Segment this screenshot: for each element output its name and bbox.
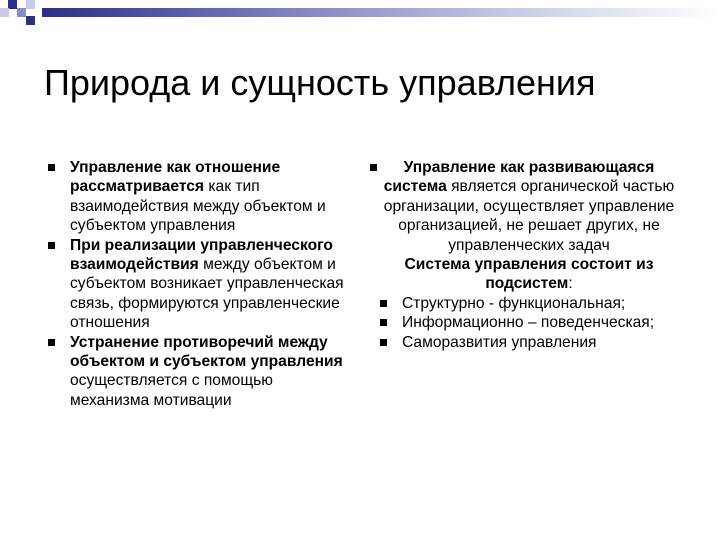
- left-item-3-text: осуществляется с помощью механизма мотивации: [70, 372, 273, 409]
- system-heading-bold: Система управления состоит из подсистем: [404, 256, 654, 293]
- left-item-3-bold: Устранение противоречий между объектом и субъектом управления: [70, 333, 343, 371]
- bullet-icon: [48, 242, 55, 249]
- system-heading-colon: :: [568, 275, 573, 293]
- right-column: [370, 158, 688, 352]
- subsystem-label-2: Информационно – поведенческая;: [402, 314, 655, 332]
- slide-title: Природа и сущность управления: [44, 62, 596, 103]
- subsystem-item-2: [370, 313, 688, 332]
- deco-square-5: [26, 16, 35, 25]
- subsystem-item-1: [370, 294, 688, 313]
- left-item-1-bold: Управление как отношение рассматривается: [70, 159, 281, 196]
- bullet-icon: [380, 339, 387, 346]
- left-column: [48, 158, 348, 410]
- deco-square-2: [17, 8, 26, 17]
- deco-square-1: [8, 0, 17, 9]
- left-item-1-text: как тип взаимодействия между объектом и субъектом управления: [70, 178, 326, 235]
- gradient-bar: [42, 8, 720, 17]
- deco-square-3: [0, 8, 9, 17]
- right-item-1-bold: Управление как развивающаяся система: [383, 159, 655, 196]
- bullet-icon: [48, 164, 55, 171]
- deco-square-4: [26, 0, 35, 9]
- left-item-2: [48, 236, 348, 333]
- bullet-icon: [48, 339, 55, 346]
- bullet-icon: [370, 164, 377, 171]
- subsystem-label-3: Саморазвития управления: [402, 333, 597, 351]
- subsystem-item-3: [370, 333, 688, 352]
- right-item-1-text: является органической частью организации, осуществляет управление организацией, не решает других, не управленческих задач: [383, 178, 675, 254]
- header-decoration: [0, 0, 720, 24]
- right-item-1: [370, 158, 688, 255]
- left-item-3: [48, 333, 348, 411]
- bullet-icon: [380, 319, 387, 326]
- left-item-2-text: между объектом и субъектом возникает управленческая связь, формируются управленческие отношения: [70, 256, 344, 332]
- left-item-1: [48, 158, 348, 236]
- subsystem-label-1: Структурно - функциональная;: [402, 294, 626, 312]
- left-item-2-bold: При реализации управленческого взаимодействия: [70, 236, 333, 274]
- system-heading: [370, 255, 688, 294]
- bullet-icon: [380, 300, 387, 307]
